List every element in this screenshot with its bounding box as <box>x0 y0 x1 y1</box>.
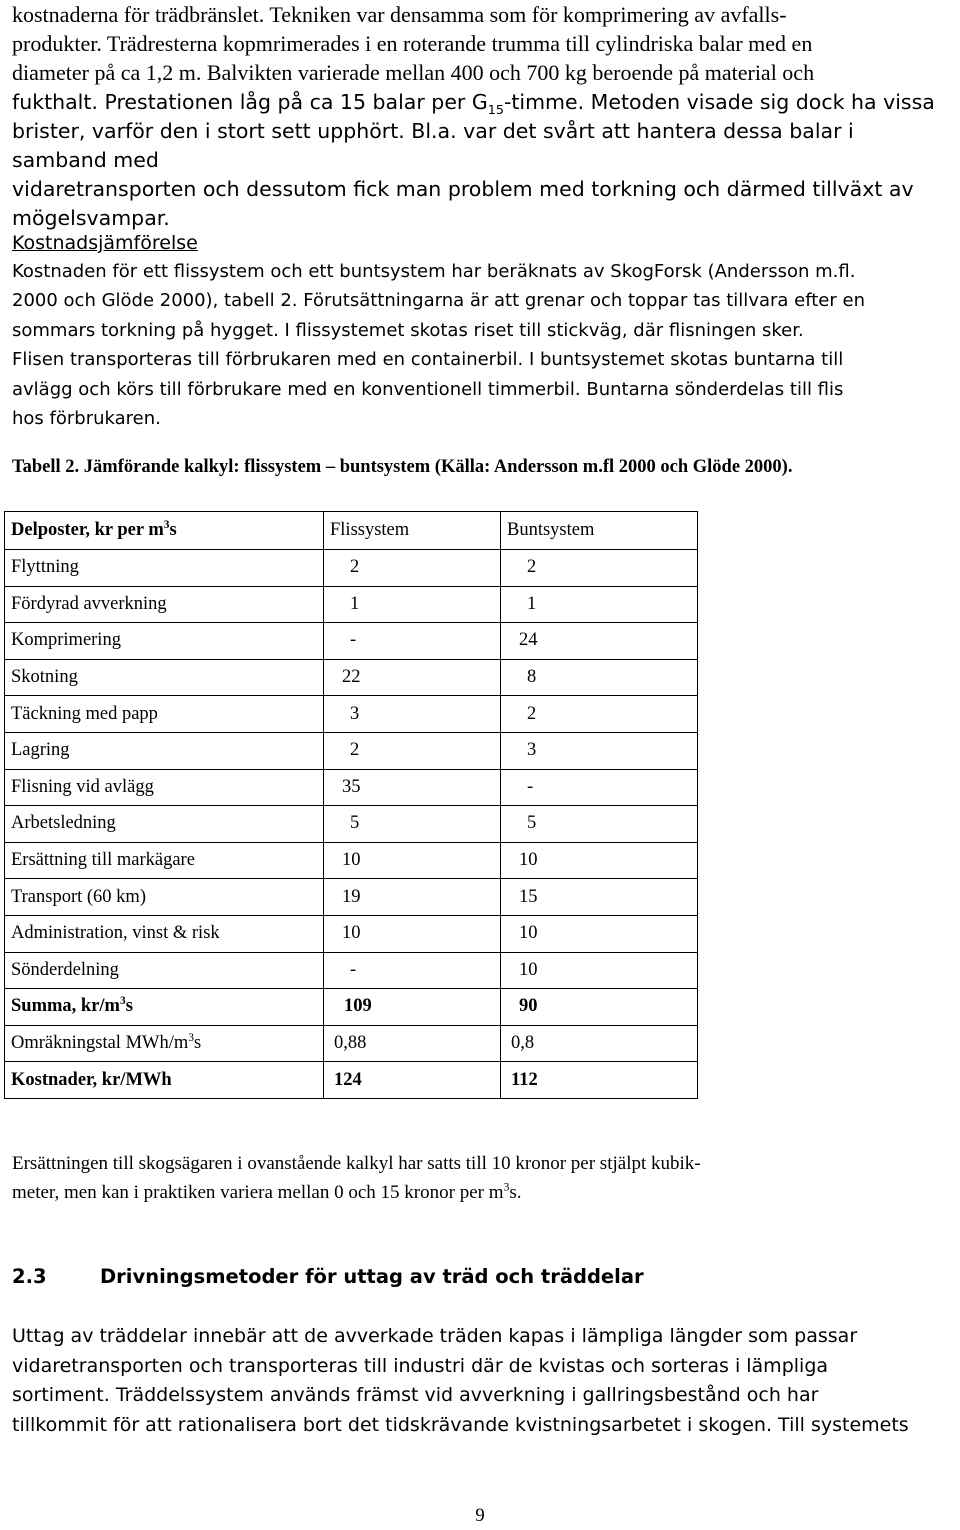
flissystem-cell: 10 <box>324 842 501 879</box>
cost-paragraph <box>12 257 952 433</box>
table-row <box>5 550 698 587</box>
section-title: Drivningsmetoder för uttag av träd och träddelar <box>100 1265 644 1288</box>
text-line: tillkommit för att rationalisera bort det tidskrävande kvistningsarbetet i skogen. Till systemets <box>12 1413 909 1436</box>
row-label: Lagring <box>5 732 324 769</box>
table-row <box>5 842 698 879</box>
header-cell: Buntsystem <box>501 512 698 550</box>
buntsystem-cell: 15 <box>501 879 698 916</box>
table-row <box>5 879 698 916</box>
buntsystem-cell: - <box>501 769 698 806</box>
flissystem-cell: 0,88 <box>324 1025 501 1062</box>
text-line: vidaretransporten och transporteras till industri där de kvistas och sorteras i lämpliga <box>12 1354 829 1377</box>
text-line: sortiment. Träddelssystem används främst vid avverkning i gallringsbestånd och har <box>12 1384 819 1406</box>
row-label: Skotning <box>5 659 324 696</box>
row-label: Omräkningstal MWh/$m^3s$ <box>5 1025 324 1062</box>
row-label: Fördyrad avverkning <box>5 586 324 623</box>
buntsystem-cell: 10 <box>501 842 698 879</box>
row-label: Arbetsledning <box>5 806 324 843</box>
table-row <box>5 915 698 952</box>
header-cell: Flissystem <box>324 512 501 550</box>
text-line: kostnaderna för trädbränslet. Tekniken var densamma som för komprimering av avfalls- <box>12 2 787 27</box>
buntsystem-cell: 0,8 <box>501 1025 698 1062</box>
row-label: Ersättning till markägare <box>5 842 324 879</box>
text-line: avlägg och körs till förbrukare med en konventionell timmerbil. Buntarna sönderdelas till flis <box>12 378 844 400</box>
text-line: produkter. Trädresterna kopmrimerades i en roterande trumma till cylindriska balar med en <box>12 31 813 57</box>
table-row <box>5 586 698 623</box>
text-line: 2000 och Glöde 2000), tabell 2. Förutsättningarna är att grenar och toppar tas tillvara efter en <box>12 290 865 312</box>
text-line: fukthalt. Prestationen låg på ca 15 balar per $G_{15}$-timme. Metoden visade sig dock ha vissa <box>12 89 935 117</box>
buntsystem-cell: 10 <box>501 952 698 989</box>
buntsystem-cell: 2 <box>501 550 698 587</box>
buntsystem-cell: 3 <box>501 732 698 769</box>
text-line: meter, men kan i praktiken variera mellan 0 och 15 kronor per $m^3s$. <box>12 1180 522 1203</box>
flissystem-cell: 1 <box>324 586 501 623</box>
row-label: Flisning vid avlägg <box>5 769 324 806</box>
flissystem-cell: 5 <box>324 806 501 843</box>
row-label: Transport (60 km) <box>5 879 324 916</box>
buntsystem-cell: 10 <box>501 915 698 952</box>
section-link[interactable]: Kostnadsjämförelse <box>12 232 198 254</box>
cost-table <box>4 511 698 1099</box>
row-label: Summa, $kr/m^3s$ <box>5 989 324 1026</box>
text-line: diameter på ca 1,2 m. Balvikten varierade mellan 400 och 700 kg beroende på material och <box>12 60 815 86</box>
table-row <box>5 1062 698 1099</box>
text-line: hos förbrukaren. <box>12 408 161 430</box>
flissystem-cell: - <box>324 623 501 660</box>
table-row <box>5 989 698 1026</box>
flissystem-cell: 124 <box>324 1062 501 1099</box>
text-line: mögelsvampar. <box>12 206 170 231</box>
buntsystem-cell: 90 <box>501 989 698 1026</box>
row-label: Flyttning <box>5 550 324 587</box>
row-label: Administration, vinst & risk <box>5 915 324 952</box>
row-label: Sönderdelning <box>5 952 324 989</box>
table-header-row <box>5 512 698 550</box>
flissystem-cell: 2 <box>324 732 501 769</box>
flissystem-cell: 109 <box>324 989 501 1026</box>
table-row <box>5 732 698 769</box>
row-label: Komprimering <box>5 623 324 660</box>
text-line: brister, varför den i stort sett upphört. Bl.a. var det svårt att hantera dessa balar i samband med <box>12 118 854 173</box>
text-line: Uttag av träddelar innebär att de avverkade träden kapas i lämpliga längder som passar <box>12 1325 858 1347</box>
flissystem-cell: 22 <box>324 659 501 696</box>
text-line: Ersättningen till skogsägaren i ovanstående kalkyl har satts till 10 kronor per stjälpt kubik- <box>12 1153 701 1174</box>
text-line: Kostnaden för ett flissystem och ett buntsystem har beräknats av SkogForsk (Andersson m.fl. <box>12 261 856 282</box>
header-cell: Delposter, kr per $m^3s$ <box>5 512 324 550</box>
text-line: vidaretransporten och dessutom fick man problem med torkning och därmed tillväxt av <box>12 177 914 202</box>
table-row <box>5 952 698 989</box>
table-row <box>5 1025 698 1062</box>
buntsystem-cell: 2 <box>501 696 698 733</box>
text-line: sommars torkning på hygget. I flissystemet skotas riset till stickväg, där flisningen sker. <box>12 319 804 341</box>
section-number: 2.3 <box>12 1265 47 1288</box>
flissystem-cell: 2 <box>324 550 501 587</box>
compensation-paragraph <box>12 1150 952 1207</box>
row-label: Kostnader, kr/MWh <box>5 1062 324 1099</box>
buntsystem-cell: 1 <box>501 586 698 623</box>
table-row <box>5 696 698 733</box>
buntsystem-cell: 112 <box>501 1062 698 1099</box>
buntsystem-cell: 24 <box>501 623 698 660</box>
flissystem-cell: 19 <box>324 879 501 916</box>
flissystem-cell: 3 <box>324 696 501 733</box>
buntsystem-cell: 8 <box>501 659 698 696</box>
text-line: Flisen transporteras till förbrukaren med en containerbil. I buntsystemet skotas buntarna till <box>12 349 844 371</box>
table-row <box>5 659 698 696</box>
section-paragraph <box>12 1322 952 1440</box>
table-row <box>5 623 698 660</box>
flissystem-cell: 10 <box>324 915 501 952</box>
table-row <box>5 806 698 843</box>
page-number: 9 <box>475 1505 485 1526</box>
flissystem-cell: 35 <box>324 769 501 806</box>
flissystem-cell: - <box>324 952 501 989</box>
row-label: Täckning med papp <box>5 696 324 733</box>
intro-paragraph <box>12 0 952 234</box>
table-caption: Tabell 2. Jämförande kalkyl: flissystem – buntsystem (Källa: Andersson m.fl 2000 och Glöde 2000). <box>12 457 793 477</box>
table-row <box>5 769 698 806</box>
buntsystem-cell: 5 <box>501 806 698 843</box>
